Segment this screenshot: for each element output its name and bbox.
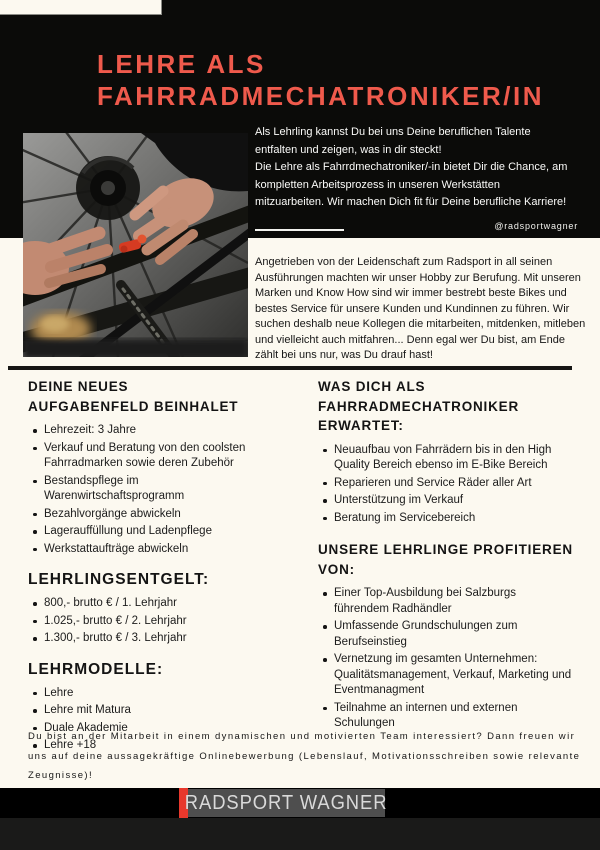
intro-paragraph-2: Die Lehre als Fahrrdmechatroniker/-in bietet Dir die Chance, am kompletten Arbeitsprozess in unseren Werkstätten mitzuarbeiten. Wir machen Dich fit für Deine berufliche Karriere! <box>255 161 568 208</box>
list-item: Teilnahme an internen und externen Schulungen <box>334 701 574 732</box>
list-item: Unterstützung im Verkauf <box>334 493 574 509</box>
benefits-heading-line-1: UNSERE LEHRLINGE PROFITIEREN <box>318 542 573 557</box>
list-item: Verkauf und Beratung von den coolsten Fahrradmarken sowie deren Zubehör <box>44 441 280 472</box>
expect-heading-line-2: FAHRRADMECHATRONIKER ERWARTET: <box>318 398 519 433</box>
column-left <box>28 377 280 756</box>
list-item: Lehre +18 <box>44 738 280 754</box>
salary-heading: LEHRLINGSENTGELT: <box>28 571 210 588</box>
list-item: Reparieren und Service Räder aller Art <box>334 476 574 492</box>
salary-list <box>28 596 280 647</box>
list-item: Werkstattaufträge abwickeln <box>44 542 280 558</box>
list-item: Lehrezeit: 3 Jahre <box>44 423 280 439</box>
tasks-heading-line-1: DEINE NEUES <box>28 379 129 394</box>
floor-shadow <box>23 339 248 357</box>
list-item: 1.300,- brutto € / 3. Lehrjahr <box>44 631 280 647</box>
brand-box <box>185 789 388 817</box>
about-text: Angetrieben von der Leidenschaft zum Radsport in all seinen Ausführungen machten wir unser Hobby zur Berufung. Mit unseren Marken und Know How sind wir immer bestrebt beste Bikes und bestes Service für unsere Kunden und Kundinnen zu führen. Wir suchen deshalb neue Kollegen die mitarbeiten, mitdenken, mitleben und vielleicht auch mitfahren... Denn egal wer Du bist, am Ende zählt bei uns nur, was Du drauf hast! <box>255 256 586 361</box>
list-item: Beratung im Servicebereich <box>334 511 574 527</box>
footer-note: Du bist an der Mitarbeit in einem dynamischen und motivierten Team interessiert? Dann freuen wir uns auf deine aussagekräftige Onlinebewerbung (Lebenslauf, Motivationsschreiben sowie relevante Zeugnisse)! <box>28 731 581 781</box>
list-item: Duale Akademie <box>44 721 280 737</box>
list-item: Lehre mit Matura <box>44 703 280 719</box>
benefits-heading-line-2: VON: <box>318 561 355 577</box>
tasks-list <box>28 423 280 557</box>
intro-paragraph-1: Als Lehrling kannst Du bei uns Deine beruflichen Talente entfalten und zeigen, was in dir steckt! <box>255 126 531 156</box>
disc-brake-hub <box>76 156 140 220</box>
footer-sub-bar <box>0 818 600 850</box>
brand-name: RADSPORT WAGNER <box>185 791 388 814</box>
list-item: Neuaufbau von Fahrrädern bis in den High Quality Bereich ebenso im E-Bike Bereich <box>334 443 574 474</box>
list-item: Einer Top-Ausbildung bei Salzburgs führendem Radhändler <box>334 586 574 617</box>
tasks-heading-line-2: AUFGABENFELD BEINHALET <box>28 398 239 414</box>
tasks-heading <box>28 377 280 416</box>
list-item: Lagerauffüllung und Ladenpflege <box>44 524 280 540</box>
corner-notch <box>0 0 162 15</box>
list-item: Bestandspflege im Warenwirtschaftsprogramm <box>44 474 280 505</box>
footer-bar <box>0 788 600 818</box>
bike-repair-illustration <box>23 133 248 357</box>
section-divider <box>8 366 572 370</box>
list-item: Vernetzung im gesamten Unternehmen: Qualitätsmanagement, Verkauf, Marketing und Eventmanagment <box>334 652 574 699</box>
title-line-1: LEHRE ALS <box>97 49 266 79</box>
page-title <box>97 48 544 112</box>
list-item: Umfassende Grundschulungen zum Berufseinstieg <box>334 619 574 650</box>
list-item: Lehre <box>44 686 280 702</box>
models-heading: LEHRMODELLE: <box>28 660 164 678</box>
instagram-handle: @radsportwagner <box>494 221 578 231</box>
intro-underline <box>255 229 344 231</box>
list-item: Bezahlvorgänge abwickeln <box>44 507 280 523</box>
expect-heading <box>318 377 574 436</box>
benefits-list <box>318 586 574 732</box>
title-line-2: FAHRRADMECHATRONIKER/IN <box>97 81 545 111</box>
expect-heading-line-1: WAS DICH ALS <box>318 379 426 394</box>
list-item: 800,- brutto € / 1. Lehrjahr <box>44 596 280 612</box>
list-item: 1.025,- brutto € / 2. Lehrjahr <box>44 614 280 630</box>
bike-repair-photo <box>23 133 248 357</box>
benefits-heading <box>318 540 574 579</box>
intro-text <box>255 124 571 212</box>
expect-list <box>318 443 574 527</box>
column-right <box>318 377 574 734</box>
